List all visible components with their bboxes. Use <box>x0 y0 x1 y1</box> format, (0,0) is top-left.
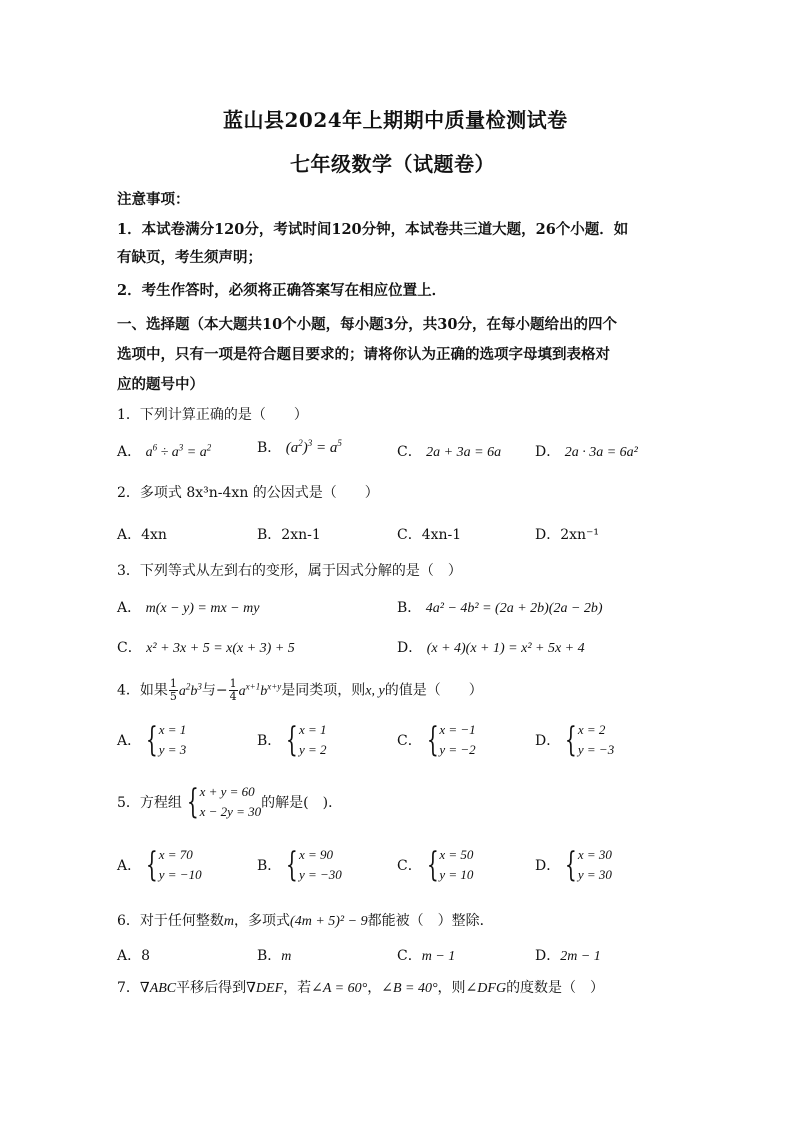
option-label: A． <box>117 444 142 460</box>
section-heading-cont: 选项中，只有一项是符合题目要求的；请将你认为正确的选项字母填到表格对 <box>117 346 610 363</box>
question-4-option-d[interactable] <box>535 720 614 760</box>
question-1-option-c[interactable] <box>397 441 501 461</box>
stem-text: 的度数是（ ） <box>506 980 605 996</box>
question-5-option-a[interactable] <box>117 845 202 885</box>
option-label: B． <box>257 948 282 964</box>
option-label: D． <box>535 858 561 874</box>
math-expression: m <box>281 949 292 964</box>
question-1-stem: 1．下列计算正确的是（ ） <box>117 407 308 423</box>
angle-dfg: ∠DFG <box>465 981 507 996</box>
angle-a: ∠A = 60° <box>311 981 368 996</box>
option-label: B． <box>397 600 422 616</box>
stem-text: 的解是( )． <box>261 795 343 811</box>
section-heading: 一、选择题（本大题共10个小题，每小题3分，共30分，在每小题给出的四个 <box>117 316 617 333</box>
equation: y = −3 <box>577 742 615 757</box>
fraction-one-fifth: $\frac{1}{5}$ <box>169 677 177 703</box>
brace-icon: { <box>565 845 578 885</box>
equation: x = 50 <box>439 847 474 862</box>
brace-icon: { <box>565 720 578 760</box>
option-label: D． <box>535 733 561 749</box>
option-label: B． <box>257 733 282 749</box>
equation: x = 1 <box>298 722 327 737</box>
stem-text: ，多项式 <box>234 913 291 929</box>
math-expression: 2a · 3a = 6a² <box>564 445 638 460</box>
stem-text: ，若 <box>283 980 312 996</box>
question-6-option-c[interactable] <box>397 945 455 965</box>
stem-text: 6．对于任何整数 <box>117 913 224 929</box>
question-1-option-b[interactable] <box>257 437 342 457</box>
option-label: C． <box>117 640 142 656</box>
question-3-option-b[interactable] <box>397 597 603 617</box>
question-4-stem: 4．如果 $\frac{1}{5}$ $a^2b^3$与− $\frac{1}{4}$ $a^{x+1}b^{x+y}$是同类项，则x, y的值是（ ） <box>117 677 483 703</box>
option-label: B． <box>257 858 282 874</box>
equation: x = 1 <box>158 722 187 737</box>
question-5-stem <box>117 782 342 822</box>
triangle-def: ∇DEF <box>246 981 284 996</box>
math-expression: (4m + 5)² − 9 <box>290 914 368 929</box>
math-expression: m − 1 <box>421 949 456 964</box>
question-3-option-c[interactable] <box>117 637 295 657</box>
question-3-stem: 3．下列等式从左到右的变形，属于因式分解的是（ ） <box>117 563 462 579</box>
notice-item-2: 2．考生作答时，必须将正确答案写在相应位置上． <box>117 282 447 299</box>
equation: x = −1 <box>439 722 476 737</box>
equation: y = −10 <box>158 867 202 882</box>
question-2-option-b[interactable]: B．2xn-1 <box>257 527 321 543</box>
option-label: A． <box>117 733 142 749</box>
stem-vars: x, y <box>365 683 385 699</box>
option-label: D． <box>535 444 561 460</box>
math-expression: (x + 4)(x + 1) = x² + 5x + 4 <box>426 641 585 656</box>
question-6-option-b[interactable] <box>257 945 291 965</box>
question-5-option-c[interactable] <box>397 845 473 885</box>
stem-text: 是同类项，则 <box>281 682 366 699</box>
question-5-option-d[interactable] <box>535 845 612 885</box>
question-7-stem <box>117 977 604 997</box>
option-label: D． <box>535 948 561 964</box>
option-label: C． <box>397 733 422 749</box>
page-title: 蓝山县2024年上期期中质量检测试卷 <box>223 108 568 132</box>
equation: y = 30 <box>577 867 612 882</box>
equation: y = 2 <box>298 742 327 757</box>
option-label: D． <box>397 640 423 656</box>
question-6-option-a[interactable]: A．8 <box>117 948 151 964</box>
question-2-option-a[interactable]: A．4xn <box>117 527 167 543</box>
variable: m <box>223 914 235 929</box>
angle-b: ∠B = 40° <box>381 981 438 996</box>
equation: x + y = 60 <box>199 784 255 799</box>
question-1-option-d[interactable] <box>535 441 638 461</box>
stem-text: 7． <box>117 980 140 996</box>
equation: y = −30 <box>298 867 342 882</box>
fraction-one-fourth: $\frac{1}{4}$ <box>229 677 237 703</box>
notice-item-1-cont: 有缺页，考生须声明； <box>117 249 262 266</box>
brace-icon: { <box>426 720 439 760</box>
triangle-abc: ∇ABC <box>139 981 177 996</box>
stem-text: 4．如果 <box>117 682 168 699</box>
option-label: C． <box>397 444 422 460</box>
math-expression: 2a + 3a = 6a <box>426 445 502 460</box>
math-expression: 2m − 1 <box>560 949 601 964</box>
brace-icon: { <box>286 720 299 760</box>
brace-icon: { <box>426 845 439 885</box>
question-5-option-b[interactable] <box>257 845 342 885</box>
question-2-option-c[interactable]: C．4xn-1 <box>397 527 462 543</box>
option-label: A． <box>117 600 142 616</box>
brace-icon: { <box>145 720 158 760</box>
option-label: B． <box>257 440 282 456</box>
monomial-2: $a^{x+1}b^{x+y}$ <box>238 680 282 699</box>
brace-icon: { <box>286 845 299 885</box>
question-4-option-b[interactable] <box>257 720 326 760</box>
brace-icon: { <box>145 845 158 885</box>
stem-text: ，则 <box>437 980 466 996</box>
question-1-option-a[interactable] <box>117 441 211 461</box>
math-expression: x² + 3x + 5 = x(x + 3) + 5 <box>146 641 295 656</box>
equation: y = −2 <box>439 742 476 757</box>
equation: x − 2y = 30 <box>199 804 262 819</box>
equation: x = 90 <box>298 847 333 862</box>
math-expression: $a^6 \div a^3 = a^2$ <box>145 442 212 460</box>
stem-text: 都能被（ ）整除． <box>367 913 494 929</box>
question-6-stem <box>117 910 494 930</box>
stem-text: 平移后得到 <box>176 980 247 996</box>
section-heading-cont-2: 应的题号中） <box>117 376 204 393</box>
monomial-1: $a^2b^3$ <box>178 680 202 699</box>
question-4-option-c[interactable] <box>397 720 476 760</box>
question-3-option-d[interactable] <box>397 637 585 657</box>
question-6-option-d[interactable] <box>535 945 601 965</box>
option-label: C． <box>397 858 422 874</box>
stem-text: 的值是（ ） <box>384 682 483 699</box>
question-4-option-a[interactable] <box>117 720 186 760</box>
option-label: A． <box>117 858 142 874</box>
equation: x = 30 <box>577 847 612 862</box>
question-2-option-d[interactable]: D．2xn⁻¹ <box>535 527 600 543</box>
stem-text: 5．方程组 <box>117 795 182 811</box>
stem-text: 与 <box>201 682 216 699</box>
stem-text: ， <box>367 980 382 996</box>
equation: x = 70 <box>158 847 193 862</box>
option-label: C． <box>397 948 422 964</box>
question-2-stem: 2．多项式 8x³n-4xn 的公因式是（ ） <box>117 485 379 501</box>
brace-icon: { <box>186 782 199 822</box>
notice-item-1: 1．本试卷满分120分，考试时间120分钟，本试卷共三道大题，26个小题．如 <box>117 221 629 238</box>
equation: y = 10 <box>439 867 474 882</box>
math-expression: m(x − y) = mx − my <box>145 601 260 616</box>
question-3-option-a[interactable] <box>117 597 259 617</box>
equation: x = 2 <box>577 722 606 737</box>
page-subtitle: 七年级数学（试题卷） <box>290 152 495 176</box>
equation: y = 3 <box>158 742 187 757</box>
math-expression: $(a^2)^3 = a^5$ <box>285 438 342 456</box>
notice-heading: 注意事项： <box>117 191 190 208</box>
math-expression: 4a² − 4b² = (2a + 2b)(2a − 2b) <box>425 601 603 616</box>
